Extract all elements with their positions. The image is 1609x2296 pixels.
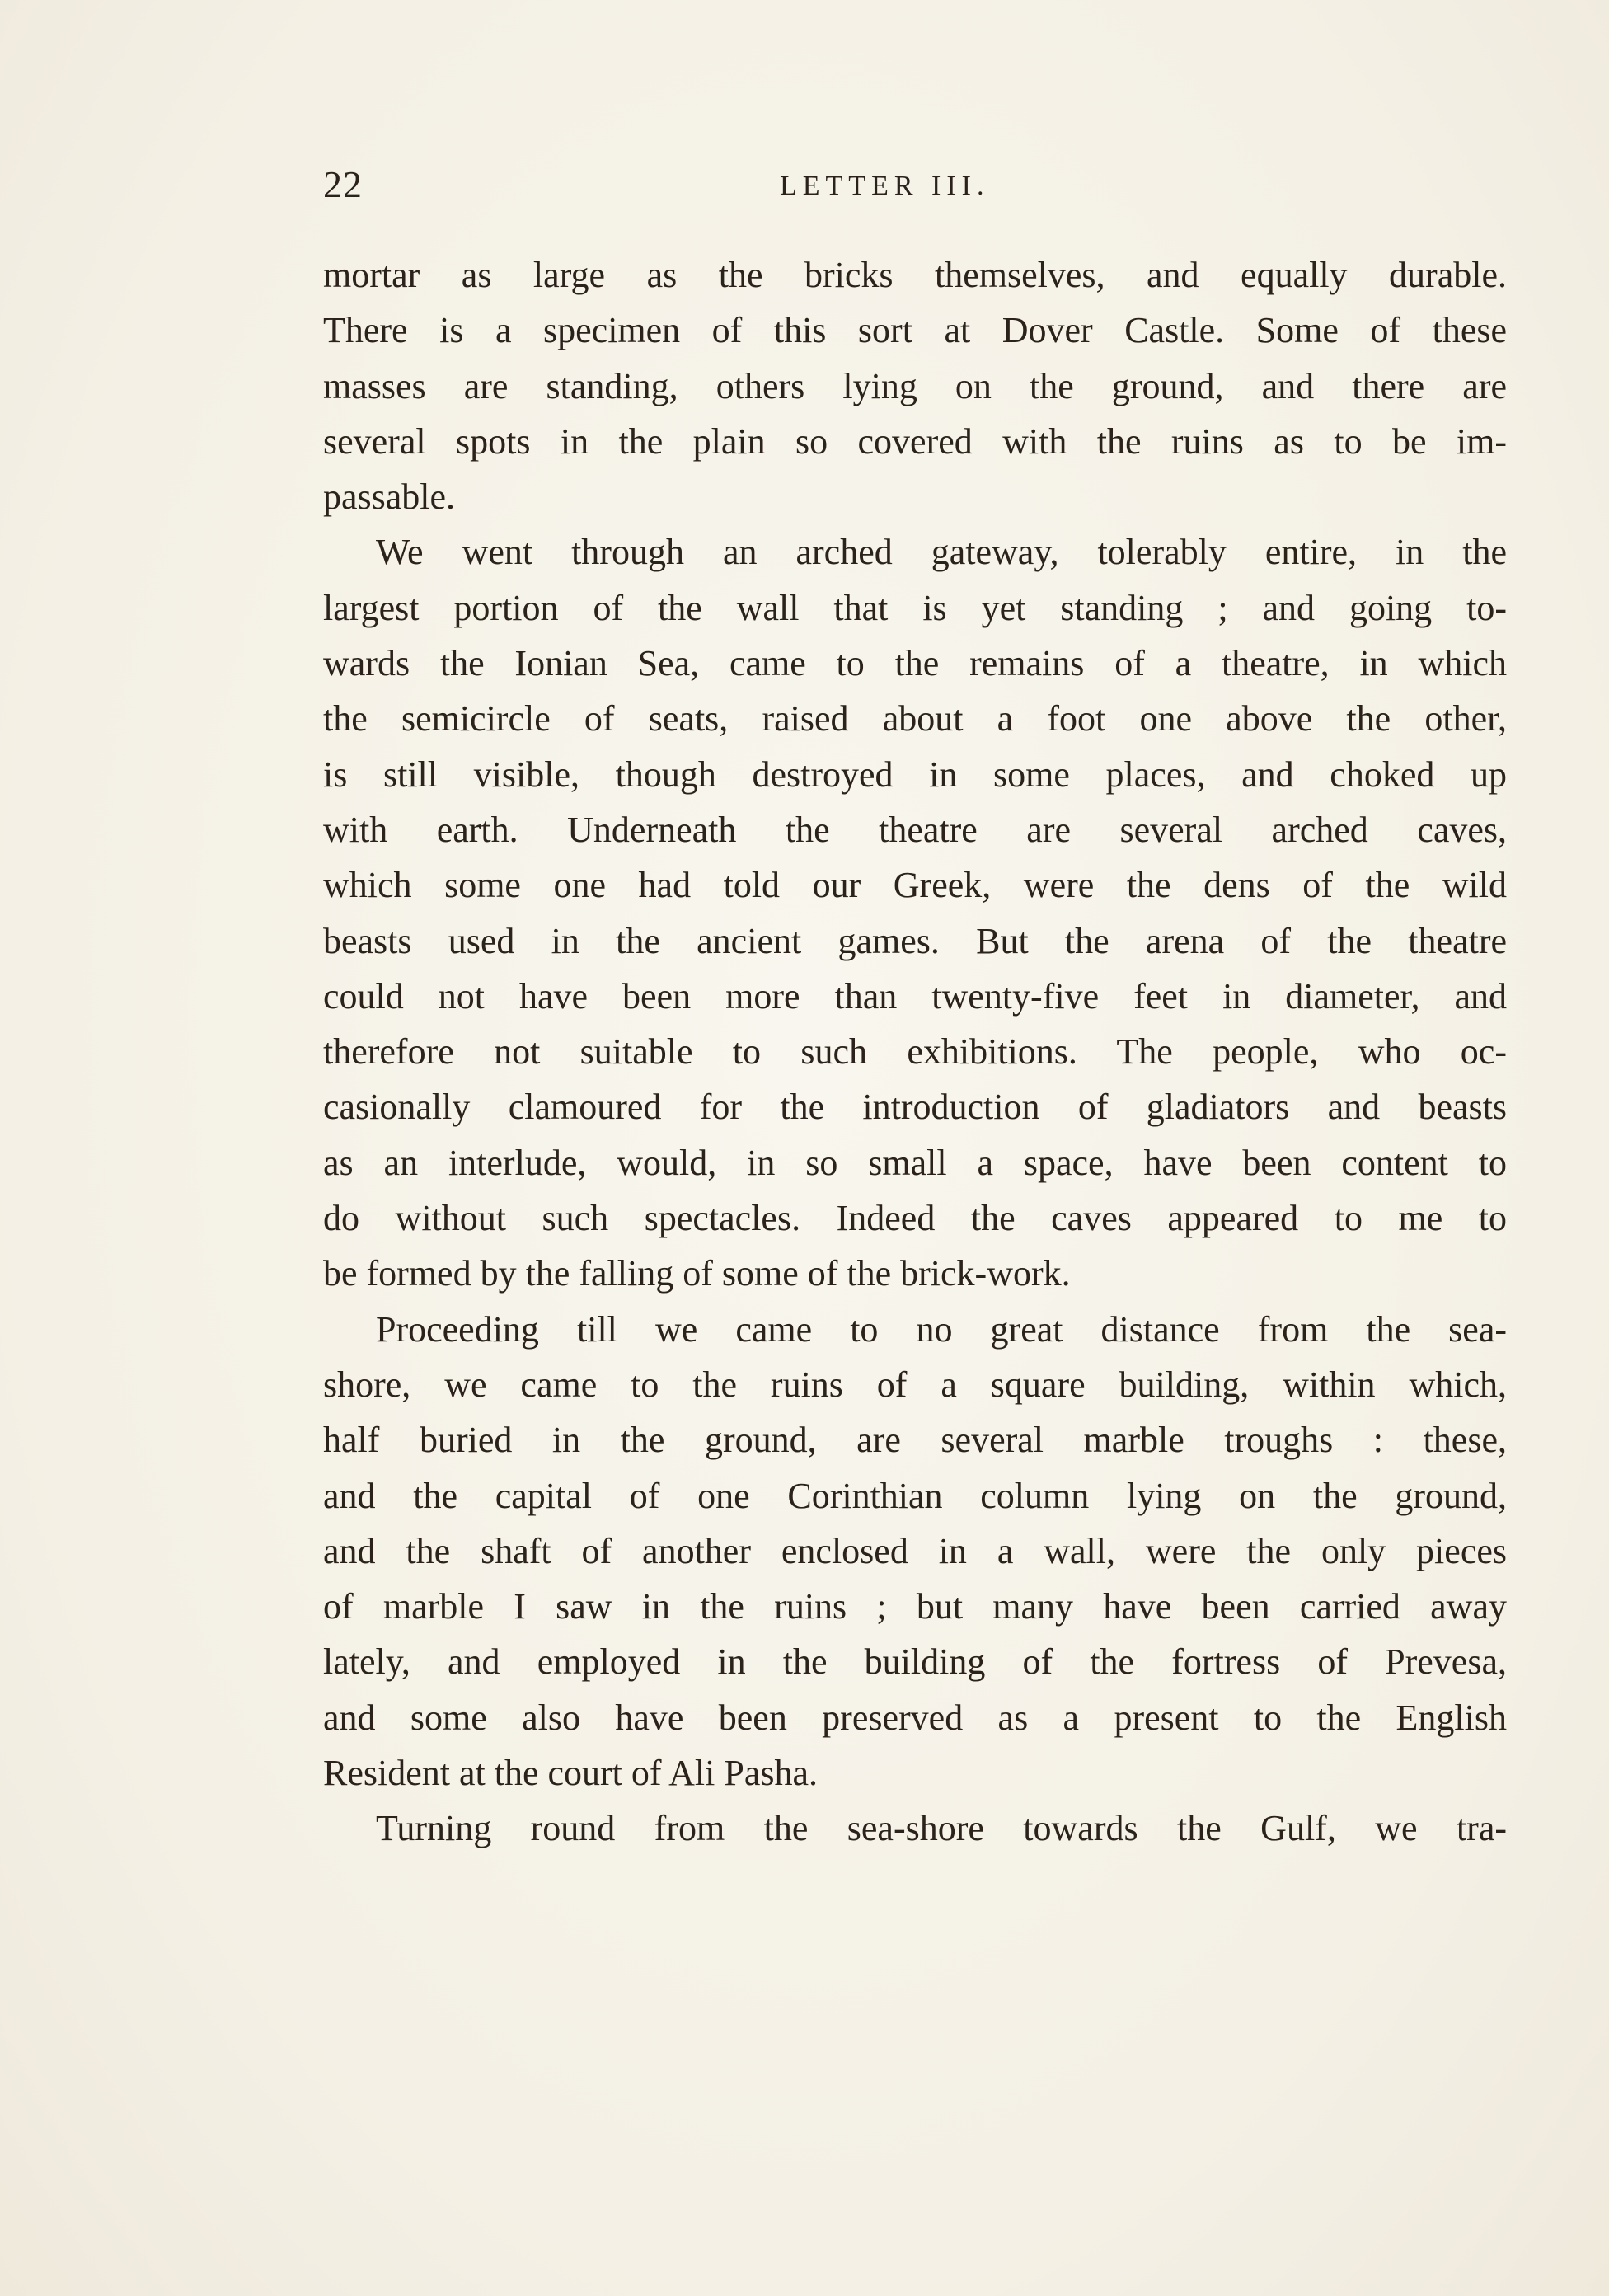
text-line: therefore not suitable to such exhibitions. The people, who oc- bbox=[323, 1031, 1507, 1073]
text-line: of marble I saw in the ruins ; but many have been carried away bbox=[323, 1586, 1507, 1627]
running-head: LETTER III. bbox=[780, 171, 990, 201]
text-line: beasts used in the ancient games. But the arena of the theatre bbox=[323, 920, 1507, 961]
text-line: is still visible, though destroyed in some places, and choked up bbox=[323, 754, 1507, 795]
page-header bbox=[323, 162, 1507, 211]
text-line: which some one had told our Greek, were the dens of the wild bbox=[323, 865, 1507, 906]
text-line: There is a specimen of this sort at Dover Castle. Some of these bbox=[323, 310, 1507, 351]
text-line: half buried in the ground, are several marble troughs : these, bbox=[323, 1420, 1507, 1461]
text-line: and the shaft of another enclosed in a wall, were the only pieces bbox=[323, 1530, 1507, 1571]
text-line: mortar as large as the bricks themselves, and equally durable. bbox=[323, 255, 1507, 295]
text-line: shore, we came to the ruins of a square building, within which, bbox=[323, 1364, 1507, 1405]
text-line: be formed by the falling of some of the brick-work. bbox=[323, 1253, 1071, 1294]
text-line: several spots in the plain so covered with the ruins as to be im- bbox=[323, 420, 1507, 462]
paragraph-start-line: We went through an arched gateway, tolerably entire, in the bbox=[376, 532, 1507, 573]
text-line: passable. bbox=[323, 477, 456, 518]
text-line: the semicircle of seats, raised about a foot one above the other, bbox=[323, 698, 1507, 740]
text-line: masses are standing, others lying on the ground, and there are bbox=[323, 365, 1507, 406]
text-line: do without such spectacles. Indeed the caves appeared to me to bbox=[323, 1198, 1507, 1239]
text-line: with earth. Underneath the theatre are several arched caves, bbox=[323, 809, 1507, 850]
text-line: lately, and employed in the building of the fortress of Prevesa, bbox=[323, 1641, 1507, 1683]
text-line: Resident at the court of Ali Pasha. bbox=[323, 1753, 818, 1794]
text-line: could not have been more than twenty-five feet in diameter, and bbox=[323, 975, 1507, 1017]
text-line: casionally clamoured for the introduction of gladiators and beasts bbox=[323, 1087, 1507, 1128]
text-line: and the capital of one Corinthian column lying on the ground, bbox=[323, 1475, 1507, 1516]
body-text bbox=[323, 247, 1507, 1857]
text-line: largest portion of the wall that is yet standing ; and going to- bbox=[323, 587, 1507, 628]
text-line: and some also have been preserved as a present to the English bbox=[323, 1697, 1507, 1738]
text-line: as an interlude, would, in so small a space, have been content to bbox=[323, 1142, 1507, 1183]
text-line: wards the Ionian Sea, came to the remains of a theatre, in which bbox=[323, 643, 1507, 684]
paragraph-start-line: Proceeding till we came to no great distance from the sea- bbox=[376, 1308, 1507, 1350]
paragraph-start-line: Turning round from the sea-shore towards the Gulf, we tra- bbox=[376, 1808, 1507, 1849]
page-number: 22 bbox=[323, 163, 363, 205]
